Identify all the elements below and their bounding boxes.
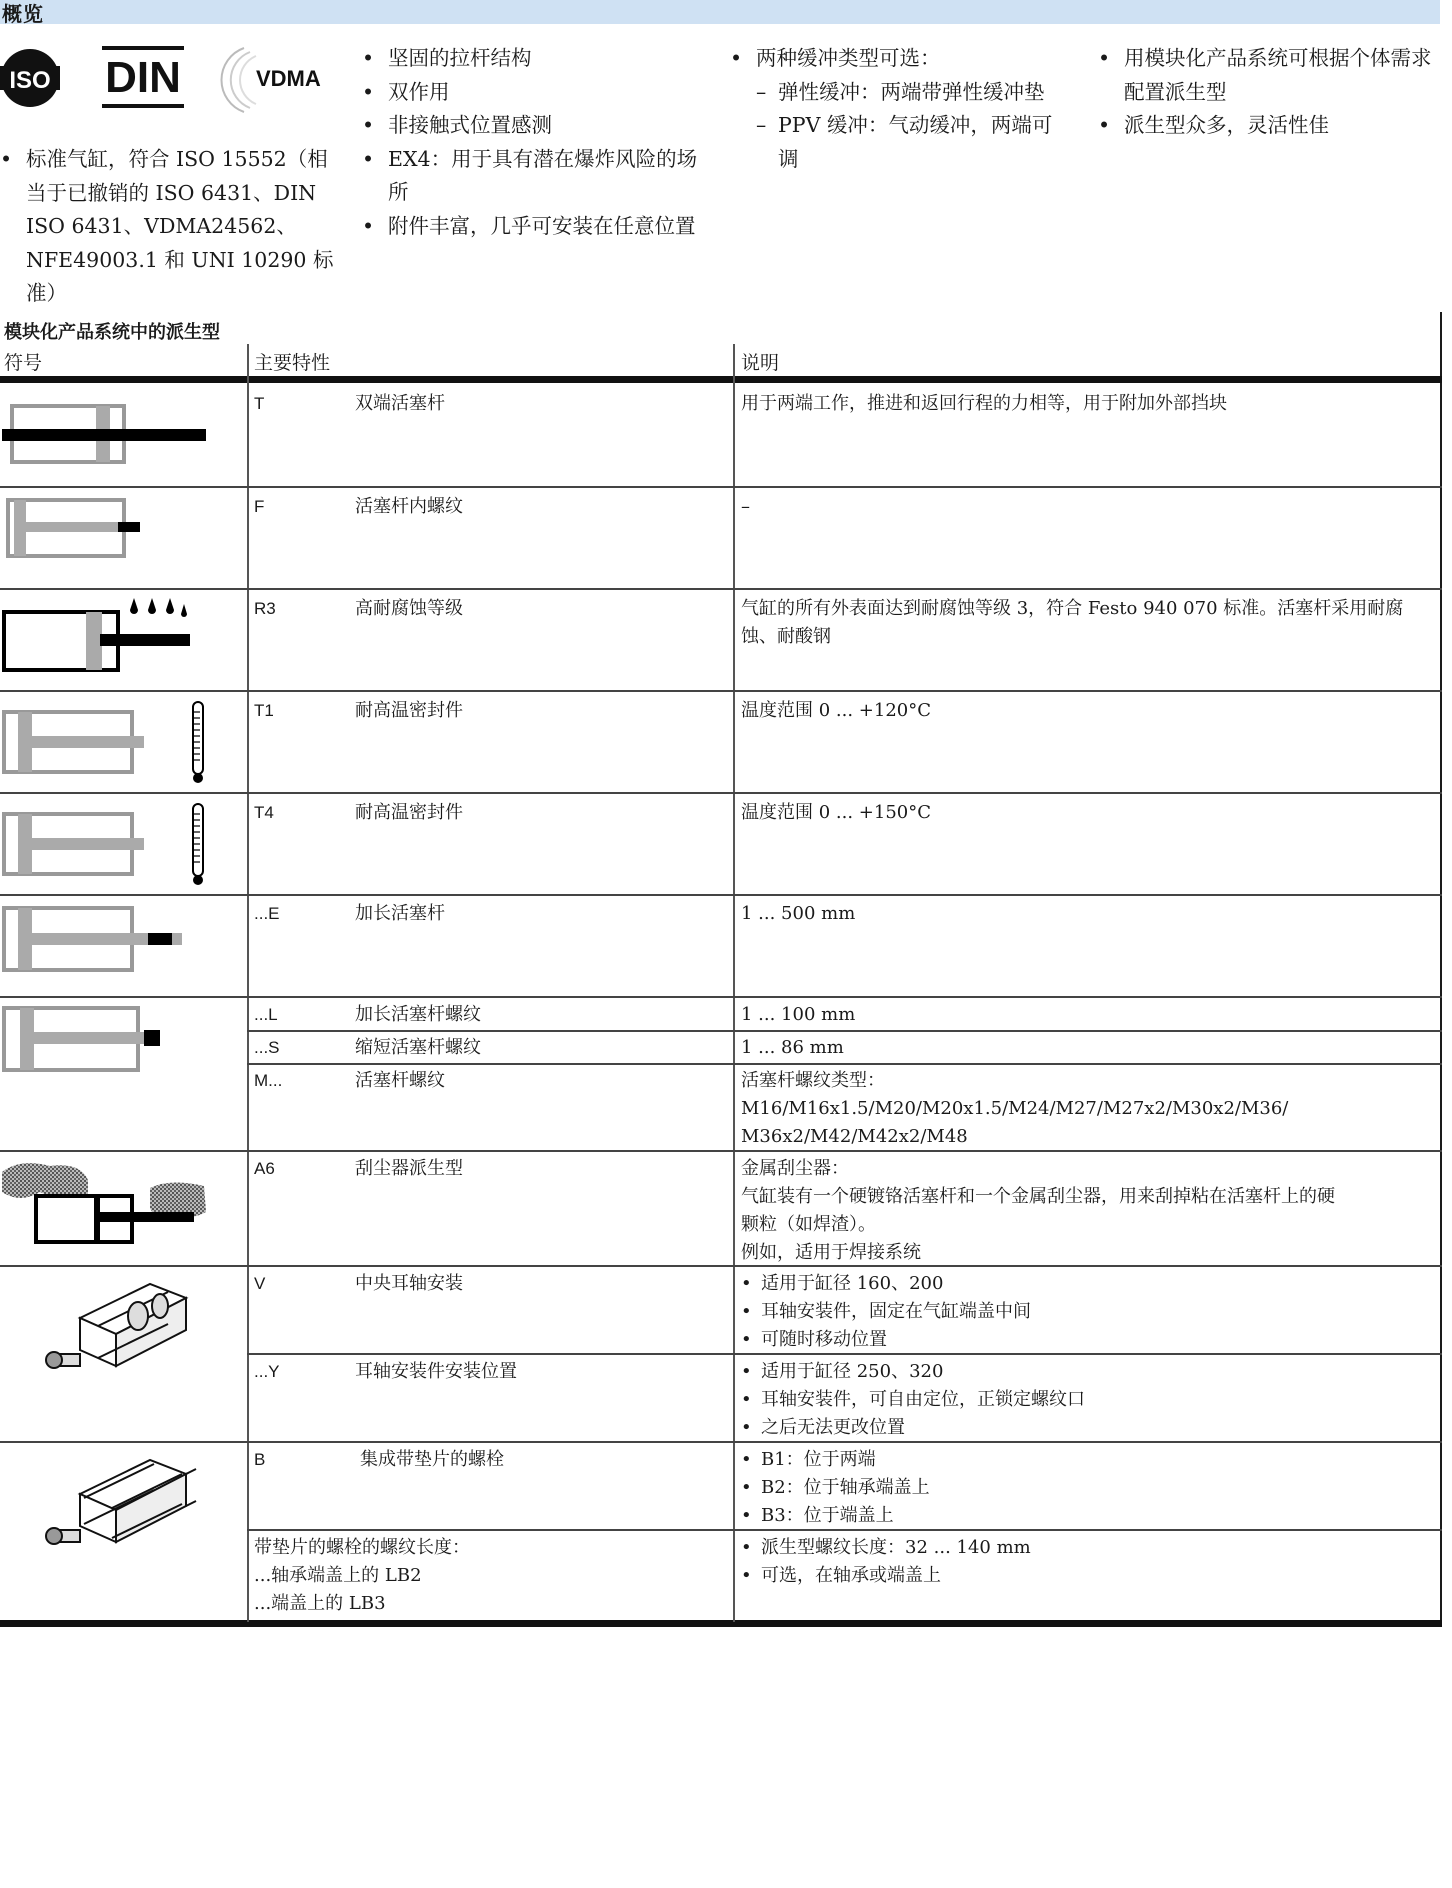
variant-description xyxy=(741,1446,1431,1530)
table-header-rule xyxy=(0,376,1442,383)
overview-col4 xyxy=(1098,42,1438,143)
overview-item: • 标准气缸，符合 ISO 15552（相当于已撤销的 ISO 6431、DIN ISO 6431、VDMA24562、NFE49003.1 和 UNI 10290 标准） xyxy=(0,143,338,311)
variant-feature: 耐高温密封件 xyxy=(355,802,463,823)
variant-feature: 高耐腐蚀等级 xyxy=(355,598,463,619)
variant-description xyxy=(741,1155,1431,1267)
column-divider xyxy=(247,344,249,1622)
description-line: 例如，适用于焊接系统 xyxy=(741,1242,921,1263)
overview-item xyxy=(730,42,1060,176)
row-divider xyxy=(247,1030,1442,1032)
iso-logo xyxy=(0,48,60,108)
overview-sublist xyxy=(756,76,1060,177)
table-title: 模块化产品系统中的派生型 xyxy=(4,322,220,343)
overview-item-text: 两种缓冲类型可选： xyxy=(756,46,941,70)
section-header-title: 概览 xyxy=(2,2,44,26)
internal-thread-symbol xyxy=(0,496,215,562)
variant-code: R3 xyxy=(254,599,276,618)
column-header-description: 说明 xyxy=(741,352,780,374)
overview-col1 xyxy=(0,143,338,311)
variant-code: ...L xyxy=(254,1005,278,1024)
description-bullet: • B1：位于两端 xyxy=(741,1446,1431,1474)
feature-line: 带垫片的螺栓的螺纹长度： xyxy=(254,1537,470,1558)
variant-description: 气缸的所有外表面达到耐腐蚀等级 3，符合 Festo 940 070 标准。活塞杆采用耐腐蚀、耐酸钢 xyxy=(741,598,1404,647)
description-line: 金属刮尘器： xyxy=(741,1158,849,1179)
variant-description: 1 ... 100 mm xyxy=(741,1004,856,1025)
description-list xyxy=(741,1534,1431,1590)
table-bottom-rule xyxy=(0,1620,1442,1627)
double-rod-symbol xyxy=(0,400,215,470)
row-divider xyxy=(0,792,1442,794)
variant-feature: 活塞杆螺纹 xyxy=(355,1070,445,1091)
rod-thread-symbol xyxy=(0,1004,215,1076)
description-bullet: • B2：位于轴承端盖上 xyxy=(741,1474,1431,1502)
table-right-border xyxy=(1440,312,1442,1624)
row-divider xyxy=(0,486,1442,488)
description-list xyxy=(741,1270,1431,1354)
overview-item: • EX4：用于具有潜在爆炸风险的场所 xyxy=(362,143,702,210)
overview-item: • 非接触式位置感测 xyxy=(362,109,702,143)
row-divider xyxy=(0,588,1442,590)
vdma-logo-text: VDMA xyxy=(256,66,321,91)
description-line: 颗粒（如焊渣）。 xyxy=(741,1214,876,1235)
variant-description xyxy=(741,1358,1431,1442)
description-line: 气缸装有一个硬镀铬活塞杆和一个金属刮尘器，用来刮掉粘在活塞杆上的硬 xyxy=(741,1186,1335,1207)
overview-col2 xyxy=(362,42,702,243)
overview-item: • 派生型众多，灵活性佳 xyxy=(1098,109,1438,143)
variant-description xyxy=(741,1534,1431,1590)
variant-feature xyxy=(254,1534,724,1618)
description-bullet: • 适用于缸径 160、200 xyxy=(741,1270,1431,1298)
row-divider xyxy=(0,996,1442,998)
variant-code: ...S xyxy=(254,1038,280,1057)
variant-code: V xyxy=(254,1274,266,1293)
overview-item: • 双作用 xyxy=(362,76,702,110)
variant-code: M... xyxy=(254,1071,283,1090)
variant-description: 用于两端工作，推进和返回行程的力相等，用于附加外部挡块 xyxy=(741,393,1227,414)
variant-description: 温度范围 0 ... +150°C xyxy=(741,802,931,823)
din-logo xyxy=(102,46,184,108)
section-header xyxy=(0,0,1440,24)
variant-feature: 耐高温密封件 xyxy=(355,700,463,721)
description-bullet: • 之后无法更改位置 xyxy=(741,1414,1431,1442)
overview-subitem: – 弹性缓冲：两端带弹性缓冲垫 xyxy=(756,76,1060,110)
variant-feature: 缩短活塞杆螺纹 xyxy=(355,1037,481,1058)
variant-code: T1 xyxy=(254,701,274,720)
variant-description: 1 ... 86 mm xyxy=(741,1037,844,1058)
heat-resistant-seal-symbol xyxy=(0,700,215,786)
variant-feature: 加长活塞杆螺纹 xyxy=(355,1004,481,1025)
description-line: M36x2/M42/M42x2/M48 xyxy=(741,1126,968,1147)
description-list xyxy=(741,1358,1431,1442)
variant-description: – xyxy=(741,496,750,517)
description-bullet: • 派生型螺纹长度：32 ... 140 mm xyxy=(741,1534,1431,1562)
column-header-feature: 主要特性 xyxy=(254,352,331,374)
row-divider xyxy=(0,690,1442,692)
description-bullet: • B3：位于端盖上 xyxy=(741,1502,1431,1530)
overview-item: • 用模块化产品系统可根据个体需求配置派生型 xyxy=(1098,42,1438,109)
column-header-symbol: 符号 xyxy=(4,352,43,374)
feature-line: ...端盖上的 LB3 xyxy=(254,1593,386,1614)
variant-code: T xyxy=(254,394,265,413)
variant-description xyxy=(741,1067,1431,1151)
overview-item: • 附件丰富，几乎可安装在任意位置 xyxy=(362,210,702,244)
description-line: 活塞杆螺纹类型： xyxy=(741,1070,885,1091)
extended-rod-symbol xyxy=(0,904,215,976)
variant-code: ...Y xyxy=(254,1362,280,1381)
variant-code: A6 xyxy=(254,1159,275,1178)
vdma-logo xyxy=(214,44,334,116)
din-logo-text: DIN xyxy=(105,53,181,102)
variant-code: T4 xyxy=(254,803,274,822)
description-line: M16/M16x1.5/M20/M20x1.5/M24/M27/M27x2/M30x2/M36/ xyxy=(741,1098,1289,1119)
variant-feature: 加长活塞杆 xyxy=(355,903,445,924)
variant-code: ...E xyxy=(254,904,280,923)
variant-feature: 中央耳轴安装 xyxy=(355,1273,463,1294)
bolt-cylinder-image xyxy=(40,1446,200,1566)
variant-description xyxy=(741,1270,1431,1354)
variant-feature: 耳轴安装件安装位置 xyxy=(355,1361,517,1382)
variant-description: 温度范围 0 ... +120°C xyxy=(741,700,931,721)
column-divider xyxy=(733,344,735,1622)
wiper-symbol xyxy=(0,1156,215,1248)
description-bullet: • 适用于缸径 250、320 xyxy=(741,1358,1431,1386)
variant-description: 1 ... 500 mm xyxy=(741,903,856,924)
variant-feature: 双端活塞杆 xyxy=(355,393,445,414)
description-bullet: • 耳轴安装件，固定在气缸端盖中间 xyxy=(741,1298,1431,1326)
heat-resistant-seal-symbol xyxy=(0,802,215,888)
variant-code: B xyxy=(254,1450,266,1469)
description-list xyxy=(741,1446,1431,1530)
variant-feature: 活塞杆内螺纹 xyxy=(355,496,463,517)
overview-item: • 坚固的拉杆结构 xyxy=(362,42,702,76)
variant-feature: 集成带垫片的螺栓 xyxy=(360,1449,504,1470)
description-bullet: • 耳轴安装件，可自由定位，正锁定螺纹口 xyxy=(741,1386,1431,1414)
overview-subitem: – PPV 缓冲：气动缓冲，两端可调 xyxy=(756,109,1060,176)
feature-line: ...轴承端盖上的 LB2 xyxy=(254,1565,422,1586)
overview-col3 xyxy=(730,42,1060,176)
trunnion-cylinder-image xyxy=(40,1270,200,1390)
row-divider xyxy=(247,1063,1442,1065)
variant-feature: 刮尘器派生型 xyxy=(355,1158,463,1179)
description-bullet: • 可随时移动位置 xyxy=(741,1326,1431,1354)
corrosion-resistance-symbol xyxy=(0,598,215,678)
row-divider xyxy=(0,894,1442,896)
iso-logo-text: ISO xyxy=(9,67,51,94)
description-bullet: • 可选，在轴承或端盖上 xyxy=(741,1562,1431,1590)
variant-code: F xyxy=(254,497,265,516)
